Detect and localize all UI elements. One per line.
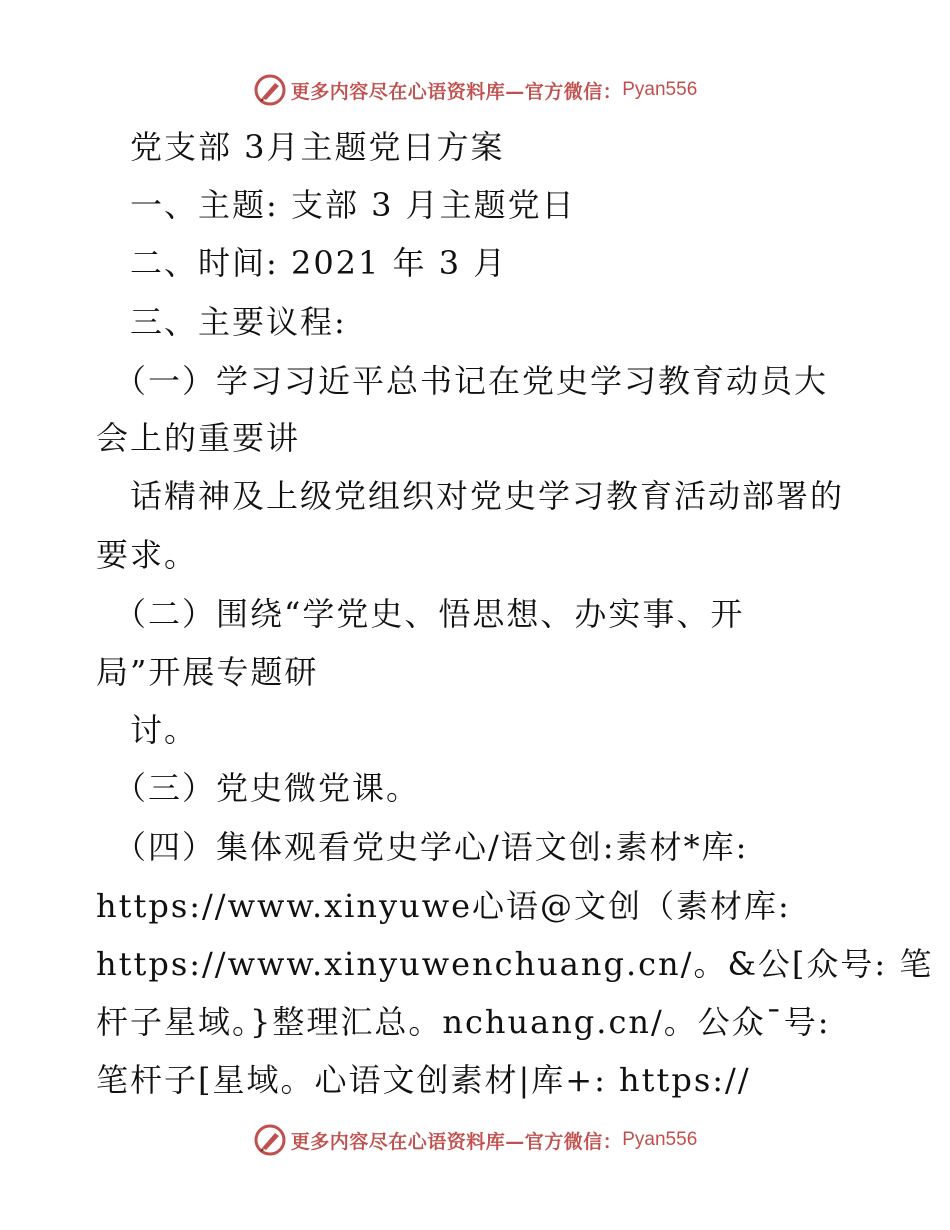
- agenda-item-3: （三）党史微党课。: [96, 769, 421, 807]
- agenda-item-1-line-4: 要求。: [96, 536, 199, 574]
- watermark-wechat-id: Pyan556: [622, 1129, 698, 1150]
- watermark-text: 更多内容尽在心语资料库—官方微信：: [290, 80, 623, 103]
- pen-icon: [253, 73, 287, 107]
- watermark-wechat-id: Pyan556: [622, 79, 698, 100]
- agenda-item-1-line-1: （一）学习习近平总书记在党史学习教育动员大: [96, 362, 829, 400]
- watermark-text: 更多内容尽在心语资料库—官方微信：: [290, 1130, 623, 1153]
- agenda-item-1-line-2: 会上的重要讲: [96, 419, 301, 457]
- pen-icon: [253, 1123, 287, 1157]
- agenda-heading: 三、主要议程:: [96, 303, 347, 341]
- agenda-item-4-line-4: 杆子星域。}整理汇总。nchuang.cn/。公众¯号:: [96, 1003, 831, 1041]
- agenda-item-1-line-3: 话精神及上级党组织对党史学习教育活动部署的: [96, 477, 845, 515]
- agenda-item-2-line-2: 局”开展专题研: [96, 653, 319, 691]
- footer-watermark: [0, 1120, 950, 1160]
- document-title: 党支部 3月主题党日方案: [96, 128, 505, 166]
- agenda-item-2-line-3: 讨。: [96, 711, 199, 749]
- agenda-item-4-line-2: https://www.xinyuwe心语@文创（素材库:: [96, 887, 791, 925]
- time-line: 二、时间: 2021 年 3 月: [96, 244, 508, 282]
- header-watermark: [0, 70, 950, 110]
- agenda-item-4-line-5: 笔杆子[星域。心语文创素材|库+: https://: [96, 1061, 751, 1099]
- agenda-item-4-line-3: https://www.xinyuwenchuang.cn/。&公[众号: 笔: [96, 945, 934, 983]
- agenda-item-2-line-1: （二）围绕“学党史、悟思想、办实事、开: [96, 595, 745, 633]
- agenda-item-4-line-1: （四）集体观看党史学心/语文创:素材*库:: [96, 828, 749, 866]
- theme-line: 一、主题: 支部 3 月主题党日: [96, 186, 576, 224]
